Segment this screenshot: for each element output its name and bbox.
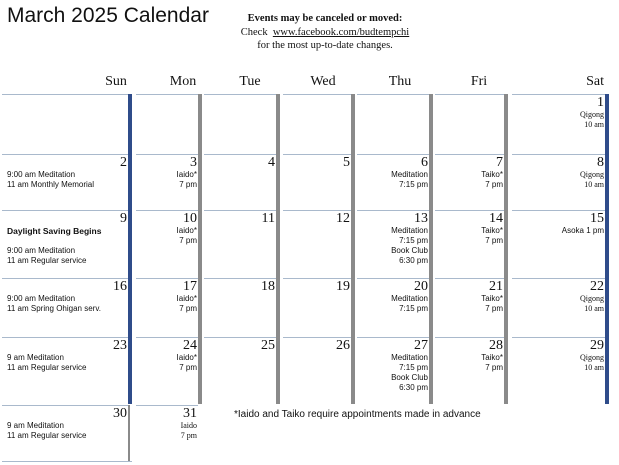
event-line: 10 am — [584, 120, 604, 129]
day-number: 16 — [113, 279, 127, 294]
event-line: Qigong — [580, 353, 604, 362]
day-cell-17[interactable] — [136, 278, 197, 337]
event-line: 7 pm — [180, 431, 197, 440]
day-number: 20 — [414, 279, 428, 294]
event-line: 7 pm — [179, 180, 197, 189]
event-list — [391, 226, 428, 266]
event-line: 7 pm — [485, 236, 503, 245]
event-list — [391, 170, 428, 190]
day-number: 29 — [590, 338, 604, 353]
row-divider — [435, 94, 504, 95]
event-line: 10 am — [584, 304, 604, 313]
day-cell-18[interactable] — [204, 278, 275, 337]
day-number: 15 — [590, 211, 604, 226]
event-line: 11 am Regular service — [7, 256, 87, 265]
day-cell-28[interactable] — [435, 337, 503, 405]
day-cell-15[interactable] — [512, 210, 604, 278]
event-line: 10 am — [584, 180, 604, 189]
event-list — [391, 353, 428, 393]
event-line: 7:15 pm — [399, 304, 428, 313]
day-number: 22 — [590, 279, 604, 294]
event-line: 9 am Meditation — [7, 421, 64, 430]
event-list — [481, 226, 503, 246]
day-number: 5 — [343, 155, 350, 170]
event-list — [7, 226, 101, 266]
day-cell-25[interactable] — [204, 337, 275, 405]
notice-check-text: Check — [240, 26, 268, 38]
event-line: 7:15 pm — [399, 236, 428, 245]
event-line: 7 pm — [179, 304, 197, 313]
event-line: Iaido* — [176, 226, 197, 235]
event-line: Meditation — [391, 170, 428, 179]
event-line: Taiko* — [481, 170, 503, 179]
day-number: 28 — [489, 338, 503, 353]
weekday-header-tue: Tue — [239, 74, 261, 89]
column-divider — [128, 405, 130, 461]
event-line: 7 pm — [485, 180, 503, 189]
day-cell-30[interactable] — [7, 405, 127, 461]
event-line: 6:30 pm — [399, 256, 428, 265]
row-divider — [357, 94, 429, 95]
day-number: 14 — [489, 211, 503, 226]
day-cell-24[interactable] — [136, 337, 197, 405]
day-number: 1 — [597, 95, 604, 110]
event-line: 11 am Spring Ohigan serv. — [7, 304, 101, 313]
day-number: 18 — [261, 279, 275, 294]
day-number: 25 — [261, 338, 275, 353]
event-line: Iaido* — [176, 353, 197, 362]
day-number: 3 — [190, 155, 197, 170]
day-cell-9[interactable] — [7, 210, 127, 278]
day-number: 23 — [113, 338, 127, 353]
day-cell-23[interactable] — [7, 337, 127, 405]
notice-heading: Events may be canceled or moved: — [247, 13, 403, 24]
event-list — [7, 294, 101, 314]
event-line: Meditation — [391, 353, 428, 362]
row-divider — [136, 94, 198, 95]
event-list — [481, 170, 503, 190]
notice-footer: for the most up-to-date changes. — [257, 40, 393, 51]
event-line: Book Club — [391, 246, 428, 255]
event-line: Asoka 1 pm — [561, 226, 604, 235]
weekday-header-wed: Wed — [310, 74, 336, 89]
day-cell-1[interactable] — [512, 94, 604, 154]
day-cell-3[interactable] — [136, 154, 197, 210]
row-divider — [2, 94, 128, 95]
day-cell-5[interactable] — [283, 154, 350, 210]
event-line: 11 am Monthly Memorial — [7, 180, 94, 189]
event-line: Meditation — [391, 294, 428, 303]
day-number: 4 — [268, 155, 275, 170]
event-highlight: Daylight Saving Begins — [7, 226, 102, 236]
event-line: 7 pm — [485, 304, 503, 313]
event-line: 9:00 am Meditation — [7, 294, 76, 303]
day-cell-29[interactable] — [512, 337, 604, 405]
weekday-header-sun: Sun — [105, 74, 127, 89]
day-cell-26[interactable] — [283, 337, 350, 405]
event-list — [580, 170, 604, 190]
event-line: Qigong — [580, 294, 604, 303]
day-number: 9 — [120, 211, 127, 226]
day-number: 10 — [183, 211, 197, 226]
event-line: Qigong — [580, 110, 604, 119]
weekday-header-sat: Sat — [586, 74, 604, 89]
day-cell-11[interactable] — [204, 210, 275, 278]
event-line: 9:00 am Meditation — [7, 246, 76, 255]
day-cell-13[interactable] — [357, 210, 428, 278]
day-number: 6 — [421, 155, 428, 170]
day-cell-4[interactable] — [204, 154, 275, 210]
row-divider — [204, 94, 276, 95]
day-cell-16[interactable] — [7, 278, 127, 337]
event-list — [177, 226, 197, 246]
day-number: 26 — [336, 338, 350, 353]
event-line: 10 am — [584, 363, 604, 372]
event-line: Iaido — [180, 421, 197, 430]
event-list — [177, 170, 197, 190]
notice-check-line — [208, 26, 442, 40]
event-line: 11 am Regular service — [7, 363, 87, 372]
facebook-link[interactable]: www.facebook.com/budtempchi — [272, 26, 410, 38]
day-number: 31 — [183, 406, 197, 421]
column-divider — [276, 94, 280, 404]
event-list — [580, 294, 604, 314]
day-cell-21[interactable] — [435, 278, 503, 337]
day-number: 21 — [489, 279, 503, 294]
event-line: 7:15 pm — [399, 180, 428, 189]
day-number: 2 — [120, 155, 127, 170]
event-line: 7 pm — [179, 363, 197, 372]
day-cell-8[interactable] — [512, 154, 604, 210]
column-divider — [429, 94, 433, 404]
event-line: 7 pm — [485, 363, 503, 372]
day-number: 7 — [496, 155, 503, 170]
event-line: 11 am Regular service — [7, 431, 87, 440]
column-divider — [128, 94, 132, 404]
day-cell-7[interactable] — [435, 154, 503, 210]
column-divider — [351, 94, 355, 404]
day-cell-31[interactable] — [136, 405, 197, 461]
day-cell-22[interactable] — [512, 278, 604, 337]
event-list — [177, 353, 197, 373]
event-line: 9:00 am Meditation — [7, 170, 76, 179]
event-line: Taiko* — [481, 226, 503, 235]
page-title: March 2025 Calendar — [7, 4, 209, 27]
event-list — [7, 353, 86, 373]
spacer — [7, 236, 101, 246]
day-number: 11 — [261, 211, 275, 226]
event-list — [481, 294, 503, 314]
event-list — [391, 294, 428, 314]
row-divider — [283, 94, 351, 95]
event-line: 7 pm — [179, 236, 197, 245]
notice-block — [208, 12, 442, 53]
event-list — [580, 110, 604, 130]
event-line: 7:15 pm — [399, 363, 428, 372]
day-cell-10[interactable] — [136, 210, 197, 278]
event-line: Meditation — [391, 226, 428, 235]
day-number: 19 — [336, 279, 350, 294]
day-number: 24 — [183, 338, 197, 353]
day-number: 13 — [414, 211, 428, 226]
event-line: Iaido* — [176, 294, 197, 303]
event-list — [580, 353, 604, 373]
event-line: Qigong — [580, 170, 604, 179]
day-number: 8 — [597, 155, 604, 170]
day-cell-27[interactable] — [357, 337, 428, 405]
column-divider — [605, 94, 609, 404]
event-list — [562, 226, 604, 236]
footnote: *Iaido and Taiko require appointments made in advance — [234, 409, 481, 420]
event-line: Book Club — [391, 373, 428, 382]
day-cell-20[interactable] — [357, 278, 428, 337]
day-cell-12[interactable] — [283, 210, 350, 278]
event-line: Taiko* — [481, 353, 503, 362]
row-divider — [2, 461, 132, 462]
day-number: 30 — [113, 406, 127, 421]
day-cell-6[interactable] — [357, 154, 428, 210]
event-line: Iaido* — [176, 170, 197, 179]
day-number: 27 — [414, 338, 428, 353]
event-list — [481, 353, 503, 373]
day-number: 12 — [336, 211, 350, 226]
weekday-header-mon: Mon — [169, 74, 197, 89]
event-list — [7, 170, 94, 190]
event-list — [181, 421, 197, 441]
event-list — [7, 421, 86, 441]
column-divider — [504, 94, 508, 404]
event-line: 6:30 pm — [399, 383, 428, 392]
day-cell-2[interactable] — [7, 154, 127, 210]
day-cell-19[interactable] — [283, 278, 350, 337]
event-line: 9 am Meditation — [7, 353, 64, 362]
event-list — [177, 294, 197, 314]
weekday-header-fri: Fri — [470, 74, 488, 89]
column-divider — [198, 94, 202, 404]
day-cell-14[interactable] — [435, 210, 503, 278]
event-line: Taiko* — [481, 294, 503, 303]
weekday-header-thu: Thu — [388, 74, 412, 89]
day-number: 17 — [183, 279, 197, 294]
